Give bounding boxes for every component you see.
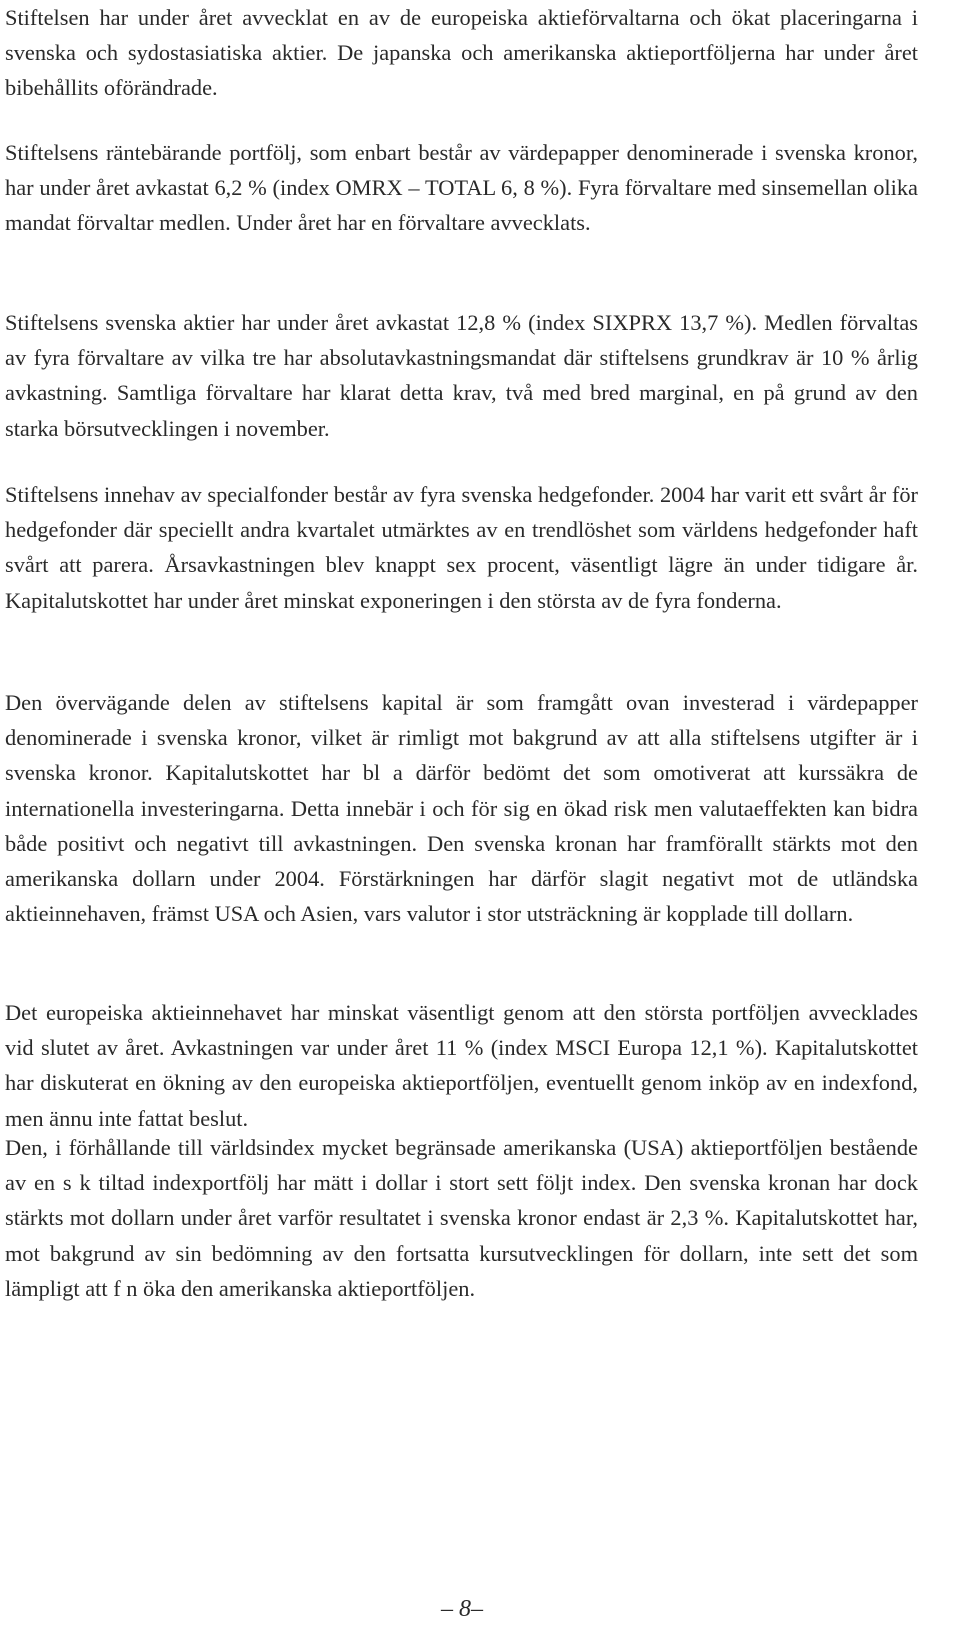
paragraph-4: Stiftelsens innehav av specialfonder består av fyra svenska hedgefonder. 2004 har varit ett svårt år för hedgefonder där speciellt andra kvartalet utmärktes av en trendlöshet som världens hedgefonder haft svårt att parera. Årsavkastningen blev knappt sex procent, väsentligt lägre än under tidigare år. Kapitalutskottet har under året minskat exponeringen i den största av de fyra fonderna. <box>5 482 918 613</box>
paragraph-7: Den, i förhållande till världsindex mycket begränsade amerikanska (USA) aktieportföljen bestående av en s k tiltad indexportfölj har mätt i dollar i stort sett följt index. Den svenska kronan har dock stärkts mot dollarn under året varför resultatet i svenska kronor endast är 2,3 %. Kapitalutskottet har, mot bakgrund av sin bedömning av den fortsatta kursutvecklingen för dollarn, inte sett det som lämpligt att f n öka den amerikanska aktieportföljen. <box>5 1135 918 1301</box>
paragraph-6: Det europeiska aktieinnehavet har minskat väsentligt genom att den största portföljen avvecklades vid slutet av året. Avkastningen var under året 11 % (index MSCI Europa 12,1 %). Kapitalutskottet har diskuterat en ökning av den europeiska aktieportföljen, eventuellt genom inköp av en indexfond, men ännu inte fattat beslut. <box>5 1000 918 1131</box>
paragraph-5: Den övervägande delen av stiftelsens kapital är som framgått ovan investerad i värdepapper denominerade i svenska kronor, vilket är rimligt mot bakgrund av att alla stiftelsens utgifter är i svenska kronor. Kapitalutskottet har bl a därför bedömt det som omotiverat att kurssäkra de internationella investeringarna. Detta innebär i och för sig en ökad risk men valutaeffekten kan bidra både positivt och negativt till avkastningen. Den svenska kronan har framförallt stärkts mot den amerikanska dollarn under 2004. Förstärkningen har därför slagit negativt mot de utländska aktieinnehaven, främst USA och Asien, vars valutor i stor utsträckning är kopplade till dollarn. <box>5 690 918 927</box>
page-number: – 8– <box>441 1596 483 1622</box>
paragraph-3: Stiftelsens svenska aktier har under året avkastat 12,8 % (index SIXPRX 13,7 %). Medlen förvaltas av fyra förvaltare av vilka tre har absolutavkastningsmandat där stiftelsens grundkrav är 10 % årlig avkastning. Samtliga förvaltare har klarat detta krav, två med bred marginal, en på grund av den starka börsutvecklingen i november. <box>5 310 918 441</box>
paragraph-1: Stiftelsen har under året avvecklat en av de europeiska aktieförvaltarna och ökat placeringarna i svenska och sydostasiatiska aktier. De japanska och amerikanska aktieportföljerna har under året bibehållits oförändrade. <box>5 5 918 101</box>
paragraph-2: Stiftelsens räntebärande portfölj, som enbart består av värdepapper denominerade i svenska kronor, har under året avkastat 6,2 % (index OMRX – TOTAL 6, 8 %). Fyra förvaltare med sinsemellan olika mandat förvaltar medlen. Under året har en förvaltare avvecklats. <box>5 140 918 236</box>
